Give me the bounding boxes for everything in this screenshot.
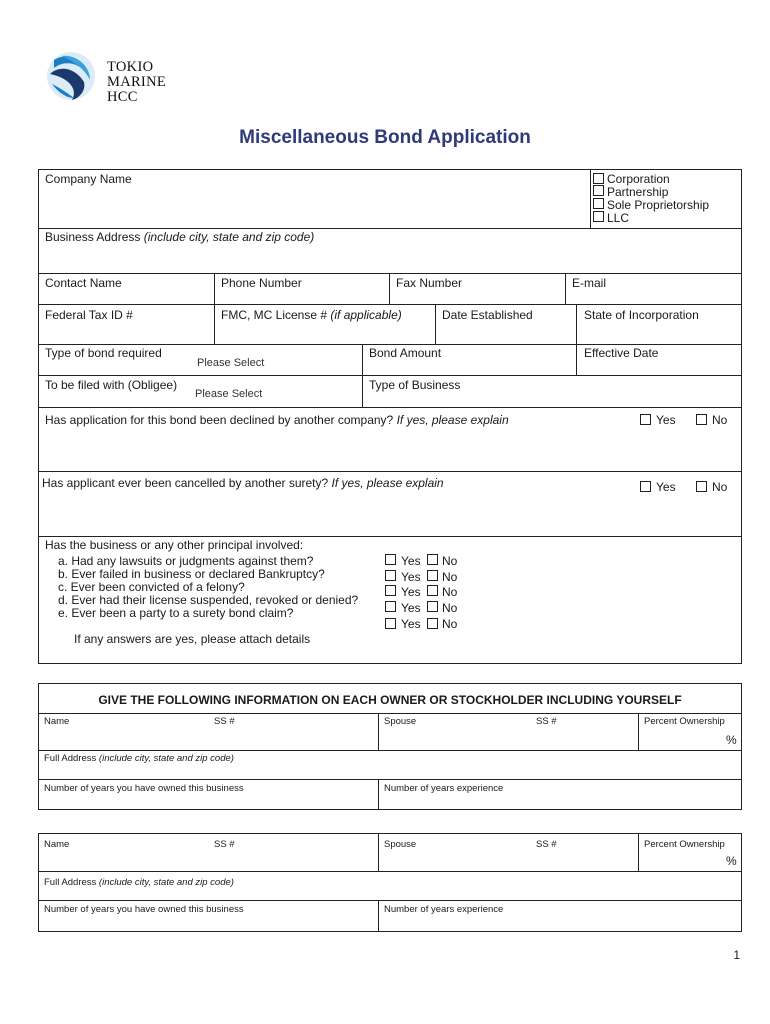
obligee-select[interactable]: Please Select [195, 388, 263, 400]
corporation-checkbox[interactable] [593, 173, 604, 184]
bond-type-select[interactable]: Please Select [197, 357, 265, 369]
cancelled-yes-label: Yes [656, 480, 676, 494]
date-established-label: Date Established [442, 308, 533, 322]
license-label: FMC, MC License # (if applicable) [221, 308, 402, 322]
logo-mark-icon [44, 48, 104, 104]
business-address-label: Business Address (include city, state and zip code) [45, 230, 315, 244]
principal-intro: Has the business or any other principal involved: [45, 538, 304, 552]
owner1-years-experience-label: Number of years experience [384, 783, 504, 794]
company-name-label: Company Name [45, 172, 132, 186]
declined-yes-label: Yes [656, 413, 676, 427]
owner2-ss-label: SS # [214, 839, 235, 850]
cancelled-question: Has applicant ever been cancelled by another surety? If yes, please explain [42, 476, 444, 490]
fax-label: Fax Number [396, 276, 463, 290]
owner2-years-experience-label: Number of years experience [384, 904, 504, 915]
principal-a-no-checkbox[interactable] [427, 554, 438, 565]
principal-c-no-checkbox[interactable] [427, 585, 438, 596]
business-address-note: (include city, state and zip code) [143, 230, 315, 244]
page-title: Miscellaneous Bond Application [239, 127, 531, 148]
principal-footer: If any answers are yes, please attach details [74, 632, 311, 646]
principal-e-yes-label: Yes [401, 617, 421, 631]
llc-checkbox[interactable] [593, 211, 604, 222]
bond-amount-label: Bond Amount [369, 346, 442, 360]
principal-c-yes-label: Yes [401, 585, 421, 599]
principal-d-yes-checkbox[interactable] [385, 601, 396, 612]
principal-b-yes-checkbox[interactable] [385, 570, 396, 581]
obligee-label: To be filed with (Obligee) [45, 378, 178, 392]
principal-question-d: d. Ever had their license suspended, revoked or denied? [58, 593, 359, 607]
cancelled-no-label: No [712, 480, 728, 494]
principal-c-no-label: No [442, 585, 458, 599]
phone-label: Phone Number [221, 276, 302, 290]
principal-c-yes-checkbox[interactable] [385, 585, 396, 596]
logo-line-2: HCC [107, 89, 138, 105]
principal-a-yes-checkbox[interactable] [385, 554, 396, 565]
cancelled-no-checkbox[interactable] [696, 481, 707, 492]
partnership-checkbox[interactable] [593, 185, 604, 196]
corporation-label: Corporation [607, 172, 670, 186]
principal-question-c: c. Ever been convicted of a felony? [58, 580, 245, 594]
business-type-label: Type of Business [369, 378, 461, 392]
llc-label: LLC [607, 211, 630, 225]
owner1-years-owned-label: Number of years you have owned this business [44, 783, 244, 794]
effective-date-label: Effective Date [584, 346, 659, 360]
principal-question-a: a. Had any lawsuits or judgments against them? [58, 554, 314, 568]
owner1-spouse-ss-label: SS # [536, 716, 557, 727]
owner1-name-label: Name [44, 716, 70, 727]
logo-line-1: TOKIO MARINE [107, 59, 166, 90]
company-logo [44, 48, 214, 104]
sole-proprietorship-checkbox[interactable] [593, 198, 604, 209]
principal-e-no-label: No [442, 617, 458, 631]
page-number: 1 [733, 948, 740, 962]
contact-name-label: Contact Name [45, 276, 122, 290]
principal-e-yes-checkbox[interactable] [385, 618, 396, 629]
owner1-percent-sign: % [726, 733, 737, 747]
owner1-ss-label: SS # [214, 716, 235, 727]
principal-b-no-label: No [442, 570, 458, 584]
principal-b-no-checkbox[interactable] [427, 570, 438, 581]
owner2-percent-label: Percent Ownership [644, 839, 725, 850]
cancelled-yes-checkbox[interactable] [640, 481, 651, 492]
principal-b-yes-label: Yes [401, 570, 421, 584]
bond-type-label: Type of bond required [45, 346, 162, 360]
owner2-name-label: Name [44, 839, 70, 850]
partnership-label: Partnership [607, 185, 669, 199]
principal-question-e: e. Ever been a party to a surety bond claim? [58, 606, 294, 620]
owner1-spouse-label: Spouse [384, 716, 417, 727]
principal-d-no-checkbox[interactable] [427, 601, 438, 612]
principal-e-no-checkbox[interactable] [427, 618, 438, 629]
principal-a-yes-label: Yes [401, 554, 421, 568]
declined-yes-checkbox[interactable] [640, 414, 651, 425]
principal-d-yes-label: Yes [401, 601, 421, 615]
owners-heading: GIVE THE FOLLOWING INFORMATION ON EACH OWNER OR STOCKHOLDER INCLUDING YOURSELF [98, 693, 682, 707]
owner1-address-label: Full Address (include city, state and zip code) [44, 753, 234, 764]
owner1-percent-label: Percent Ownership [644, 716, 725, 727]
owner2-years-owned-label: Number of years you have owned this business [44, 904, 244, 915]
email-label: E-mail [572, 276, 607, 290]
owner2-percent-sign: % [726, 854, 737, 868]
principal-d-no-label: No [442, 601, 458, 615]
state-incorporation-label: State of Incorporation [584, 308, 699, 322]
owner2-spouse-label: Spouse [384, 839, 417, 850]
owner2-spouse-ss-label: SS # [536, 839, 557, 850]
sole-proprietorship-label: Sole Proprietorship [607, 198, 710, 212]
declined-no-label: No [712, 413, 728, 427]
owner2-address-label: Full Address (include city, state and zip code) [44, 877, 234, 888]
principal-question-b: b. Ever failed in business or declared Bankruptcy? [58, 567, 325, 581]
tax-id-label: Federal Tax ID # [45, 308, 133, 322]
principal-a-no-label: No [442, 554, 458, 568]
declined-no-checkbox[interactable] [696, 414, 707, 425]
declined-question: Has application for this bond been declined by another company? If yes, please explain [45, 413, 509, 427]
